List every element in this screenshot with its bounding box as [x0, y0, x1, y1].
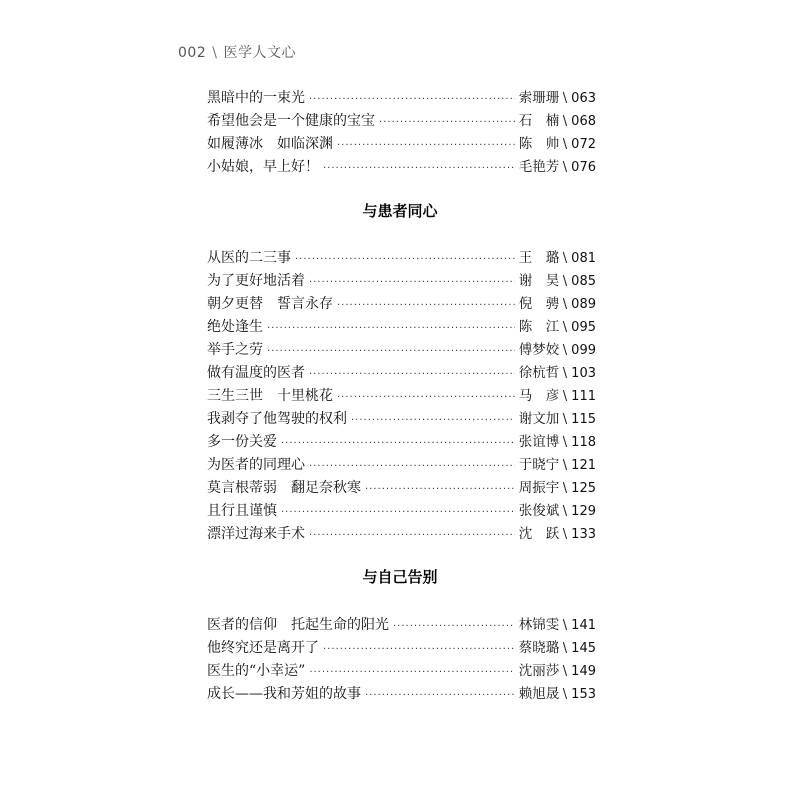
page-separator: \: [562, 504, 568, 519]
page-separator: \: [562, 389, 568, 404]
page-separator: \: [562, 320, 568, 335]
entry-page-number: 145: [571, 641, 596, 656]
toc-entry: [207, 407, 596, 427]
entry-title: 举手之劳: [207, 342, 263, 358]
entry-author: 陈 帅: [518, 136, 560, 152]
page-separator: \: [562, 527, 568, 542]
toc-entry: [207, 636, 596, 656]
running-header: [178, 42, 296, 62]
page-separator: \: [562, 481, 568, 496]
entry-title: 小姑娘，早上好！: [207, 159, 319, 175]
dot-leader: [365, 484, 515, 495]
entry-title: 从医的二三事: [207, 250, 291, 266]
entry-title: 多一份关爱: [207, 434, 277, 450]
page-separator: \: [562, 435, 568, 450]
toc-entry: [207, 476, 596, 496]
dot-leader: [351, 415, 515, 426]
entry-page-number: 081: [571, 251, 596, 266]
entry-page-number: 089: [571, 297, 596, 312]
toc-entry: [207, 155, 596, 175]
entry-title: 做有温度的医者: [207, 365, 305, 381]
entry-title: 他终究还是离开了: [207, 640, 319, 656]
entry-page-number: 103: [571, 366, 596, 381]
section-title: 与自己告别: [362, 568, 438, 586]
entry-page-number: 149: [571, 664, 596, 679]
entry-author: 傅梦姣: [518, 342, 560, 358]
entry-author: 周振宇: [518, 480, 560, 496]
entry-title: 三生三世 十里桃花: [207, 388, 333, 404]
entry-author: 王 璐: [518, 250, 560, 266]
entry-page-number: 068: [571, 114, 596, 129]
entry-author: 毛艳芳: [518, 159, 560, 175]
entry-author: 谢 昊: [518, 273, 560, 289]
dot-leader: [267, 346, 515, 357]
page-separator: \: [562, 137, 568, 152]
entry-author: 谢文加: [518, 411, 560, 427]
entry-title: 希望他会是一个健康的宝宝: [207, 113, 375, 129]
entry-title: 医生的“小幸运”: [207, 663, 306, 679]
page-separator: \: [562, 618, 568, 633]
entry-title: 为了更好地活着: [207, 273, 305, 289]
toc-entry: [207, 361, 596, 381]
entry-author: 索珊珊: [518, 90, 560, 106]
entry-author: 赖旭晟: [518, 686, 560, 702]
page-separator: \: [562, 91, 568, 106]
entry-page-number: 085: [571, 274, 596, 289]
toc-entry: [207, 522, 596, 542]
dot-leader: [337, 300, 515, 311]
toc-entry: [207, 132, 596, 152]
dot-leader: [309, 530, 515, 541]
page-separator: \: [562, 274, 568, 289]
toc-entry: [207, 269, 596, 289]
entry-page-number: 076: [571, 160, 596, 175]
entry-page-number: 095: [571, 320, 596, 335]
page-separator: \: [562, 687, 568, 702]
dot-leader: [323, 163, 515, 174]
dot-leader: [379, 117, 515, 128]
entry-author: 张俊斌: [518, 503, 560, 519]
entry-title: 如履薄冰 如临深渊: [207, 136, 333, 152]
dot-leader: [309, 667, 514, 678]
entry-title: 黑暗中的一束光: [207, 90, 305, 106]
page-separator: \: [562, 412, 568, 427]
dot-leader: [267, 323, 515, 334]
entry-title: 为医者的同理心: [207, 457, 305, 473]
entry-page-number: 133: [571, 527, 596, 542]
entry-page-number: 121: [571, 458, 596, 473]
page-separator: \: [562, 366, 568, 381]
entry-title: 我剥夺了他驾驶的权利: [207, 411, 347, 427]
toc-entry: [207, 292, 596, 312]
toc-entry: [207, 246, 596, 266]
entry-author: 张谊博: [518, 434, 560, 450]
toc-entry: [207, 453, 596, 473]
entry-title: 绝处逢生: [207, 319, 263, 335]
toc-entry: [207, 430, 596, 450]
header-book-title: 医学人文心: [223, 45, 296, 61]
entry-title: 成长——我和芳姐的故事: [207, 686, 361, 702]
dot-leader: [337, 140, 515, 151]
dot-leader: [393, 621, 515, 632]
page-separator: \: [562, 160, 568, 175]
dot-leader: [323, 644, 515, 655]
page-separator: \: [562, 251, 568, 266]
entry-title: 朝夕更替 誓言永存: [207, 296, 333, 312]
entry-author: 沈 跃: [518, 526, 560, 542]
toc-entry: [207, 659, 596, 679]
entry-title: 且行且谨慎: [207, 503, 277, 519]
entry-page-number: 125: [571, 481, 596, 496]
page-separator: \: [562, 458, 568, 473]
toc-entry: [207, 499, 596, 519]
entry-author: 林锦雯: [518, 617, 560, 633]
entry-page-number: 141: [571, 618, 596, 633]
entry-author: 沈丽莎: [518, 663, 560, 679]
entry-author: 于晓宁: [518, 457, 560, 473]
entry-page-number: 111: [571, 389, 596, 404]
toc-entry: [207, 384, 596, 404]
entry-page-number: 115: [571, 412, 596, 427]
entry-page-number: 118: [571, 435, 596, 450]
page-separator: \: [562, 297, 568, 312]
entry-title: 莫言根蒂弱 翻足奈秋寒: [207, 480, 361, 496]
toc-entry: [207, 315, 596, 335]
entry-author: 徐杭哲: [518, 365, 560, 381]
dot-leader: [309, 94, 515, 105]
entry-page-number: 063: [571, 91, 596, 106]
entry-title: 漂洋过海来手术: [207, 526, 305, 542]
dot-leader: [337, 392, 515, 403]
entry-author: 马 彦: [518, 388, 560, 404]
toc-entry: [207, 86, 596, 106]
entry-author: 倪 骋: [518, 296, 560, 312]
page-separator: \: [562, 114, 568, 129]
dot-leader: [295, 254, 515, 265]
header-separator: \: [212, 45, 218, 61]
entry-page-number: 129: [571, 504, 596, 519]
entry-page-number: 072: [571, 137, 596, 152]
entry-title: 医者的信仰 托起生命的阳光: [207, 617, 389, 633]
header-page-number: 002: [178, 45, 207, 61]
entry-author: 石 楠: [518, 113, 560, 129]
toc-entry: [207, 682, 596, 702]
entry-page-number: 099: [571, 343, 596, 358]
dot-leader: [309, 277, 515, 288]
page-separator: \: [562, 664, 568, 679]
toc-entry: [207, 109, 596, 129]
entry-author: 陈 江: [518, 319, 560, 335]
page-separator: \: [562, 343, 568, 358]
toc-entry: [207, 613, 596, 633]
dot-leader: [281, 438, 515, 449]
section-title: 与患者同心: [362, 202, 438, 220]
dot-leader: [365, 690, 515, 701]
entry-page-number: 153: [571, 687, 596, 702]
page-separator: \: [562, 641, 568, 656]
entry-author: 蔡晓璐: [518, 640, 560, 656]
dot-leader: [281, 507, 515, 518]
dot-leader: [309, 461, 515, 472]
dot-leader: [309, 369, 515, 380]
toc-entry: [207, 338, 596, 358]
